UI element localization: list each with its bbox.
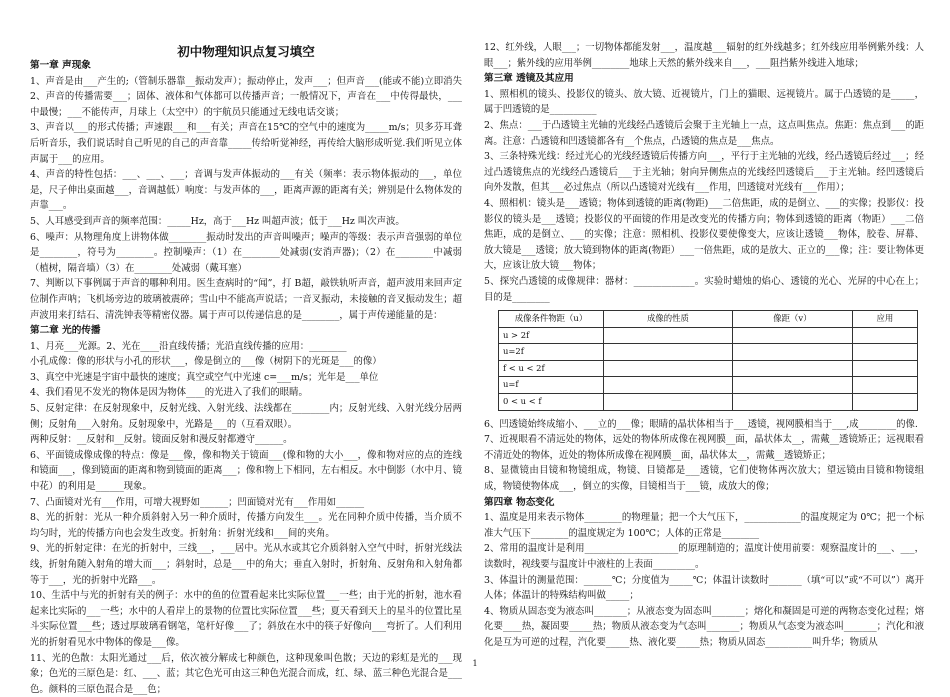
question-paragraph: 6、平面镜成像成像的特点：像是___像，像和物关于镜面___(像和物的大小___，像和物对应的点的连线和镜面___，像到镜面的距离和物到镜面的距离___；像和物上下相同，左右相反。水中倒影（水中月、镜中花）的利用是______现象。 <box>30 449 462 493</box>
question-paragraph: 11、光的色散：太阳光通过___后，依次被分解成七种颜色，这种现象叫色散；天边的彩虹是光的___现象；色光的三原色是：红、___、蓝；其它色光可由这三种色光混合而成，红、绿、蓝三种色光混合是___色。颜料的三原色混合是___色； <box>30 652 462 695</box>
left-column-content <box>30 58 462 697</box>
imaging-table-cell <box>604 377 733 394</box>
question-paragraph: 9、光的折射定律：在光的折射中，三线___，___居中。光从水或其它介质斜射入空气中时，折射光线法线，折射角随入射角的增大而___；斜射时，总是___中的角大；垂直入射时，折射角、反射角和入射角都等于___，光的折射中光路___。 <box>30 543 462 586</box>
question-paragraph: 6、噪声：从物理角度上讲物体做________振动时发出的声音叫噪声；噪声的等级：表示声音强弱的单位是________，符号为________。控制噪声：（1）在________处减弱(安消声器)；（2）在________中减弱（植树，隔音墙）（3）在________处减弱（戴耳塞） <box>30 231 462 274</box>
imaging-table-row <box>499 327 918 344</box>
question-paragraph: 3、体温计的测量范围：______℃；分度值为_____℃；体温计读数时_______（填“可以”或“不可以”）离开人体；体温计的特殊结构叫做_____； <box>484 574 924 602</box>
imaging-table-cell: u=f <box>499 377 604 394</box>
imaging-table-cell <box>732 327 852 344</box>
imaging-table-cell <box>852 377 917 394</box>
imaging-table-row <box>499 377 918 394</box>
question-paragraph: 12、红外线，人眼___；一切物体都能发射___，温度越___辐射的红外线越多；红外线应用举例紫外线：人眼___；紫外线的应用举例________地球上天然的紫外线来自___，___阻挡紫外线进入地球； <box>484 42 924 69</box>
question-paragraph: 5、探究凸透镜的成像规律：器材：_____________。实验时蜡烛的焰心、透镜的光心、光屏的中心在上；目的是________ <box>484 275 924 303</box>
imaging-table-cell <box>852 360 917 377</box>
imaging-table-row <box>499 344 918 361</box>
right-column <box>484 40 924 664</box>
imaging-table-header-row <box>499 311 918 328</box>
question-paragraph: 1、声音是由___产生的;（管制乐器靠__振动发声）；振动停止，发声___；但声音___(能或不能)立即消失 2、声音的传播需要___；固体、液体和气体都可以传播声音；一般情况下，声音在___中传得最快，___中最慢；___不能传声，月球上（太空中）的宇航员只能通过无线电话交谈； <box>30 75 462 118</box>
imaging-table-row <box>499 394 918 411</box>
question-paragraph: 7、近视眼看不清远处的物体，远处的物体所成像在视网膜__面，晶状体太__，需戴__透镜矫正；远视眼看不清近处的物体，近处的物体所成像在视网膜__面，晶状体太__，需戴__透镜矫正； <box>484 434 924 461</box>
chapter-heading: 第一章 声现象 <box>30 60 91 71</box>
question-paragraph: 2、焦点：___于凸透镜主光轴的光线经凸透镜后会聚于主光轴上一点，这点叫焦点。焦距：焦点到___的距离。注意：凸透镜和凹透镜都各有__个焦点，凸透镜的焦点是___焦点。 <box>484 119 924 147</box>
imaging-table <box>498 310 918 411</box>
question-paragraph: 5、反射定律：在反射现象中，反射光线、入射光线、法线都在________内；反射光线、入射光线分居两侧；反射角___入射角。反射现象中，光路是___的（互看双眼）。 <box>30 403 462 430</box>
question-paragraph: 8、光的折射：光从一种介质斜射入另一种介质时，传播方向发生___。光在同种介质中传播，当介质不均匀时，光的传播方向也会发生改变。折射角：折射光线和___间的夹角。 <box>30 512 462 539</box>
imaging-table-cell <box>732 360 852 377</box>
question-paragraph: 3、真空中光速是宇宙中最快的速度；真空或空气中光速 c=___m/s；光年是___单位 <box>30 371 379 383</box>
question-paragraph: 4、声音的特性包括：___、___、___；音调与发声体振动的___有关（频率：表示物体振动的___，单位是，尺子伸出桌面越___，音调越低）响度：与发声体的___，距离声源的距离有关；辨别是什么物体发的声靠___。 <box>30 169 462 212</box>
question-paragraph: 7、判断以下事例属于声音的哪种利用。医生查病时的“闻”，打 B超，敲铁轨听声音，超声波用来回声定位制作声呐；飞机场旁边的玻璃被震碎；雪山中不能高声说话；一音叉振动，未接触的音叉振动发生；超声波用来打结石、清洗钟表等精密仪器。属于声可以传递信息的是________，属于声传递能量的是： <box>30 278 462 321</box>
imaging-table-header: 应用 <box>852 311 917 328</box>
imaging-table-cell <box>852 327 917 344</box>
page-number: 1 <box>472 659 478 668</box>
imaging-table-cell <box>852 344 917 361</box>
imaging-table-cell: f < u < 2f <box>499 360 604 377</box>
question-paragraph: 1、月亮___光源。2、光在____沿直线传播；光沿直线传播的应用：________ <box>30 340 347 352</box>
imaging-table-cell: u=2f <box>499 344 604 361</box>
question-paragraph: 8、显微镜由目镜和物镜组成，物镜、目镜都是___透镜，它们使物体两次放大；望远镜由目镜和物镜组成，物镜使物体成___，倒立的实像，目镜相当于___镜，成放大的像； <box>484 465 924 493</box>
imaging-table-cell <box>604 327 733 344</box>
imaging-table-header: 成像条件物距（u） <box>499 311 604 328</box>
imaging-table-row <box>499 360 918 377</box>
imaging-table-header: 像距（v） <box>732 311 852 328</box>
imaging-table-header: 成像的性质 <box>604 311 733 328</box>
right-column-top-content <box>484 40 924 305</box>
question-paragraph: 6、凹透镜始终成缩小、___立的___像；眼睛的晶状体相当于___透镜，视网膜相当于___,成________的像. <box>484 418 918 430</box>
question-paragraph: 10、生活中与光的折射有关的例子：水中的鱼的位置看起来比实际位置___一些；由于光的折射，池水看起来比实际的___一些；水中的人看岸上的景物的位置比实际位置___些；夏天看到天上的星斗的位置比星斗实际位置___些；透过厚玻璃看钢笔，笔杆好像___了；斜放在水中的筷子好像向___弯折了。人们利用光的折射看见水中物体的像是___像。 <box>30 590 462 648</box>
page-title: 初中物理知识点复习填空 <box>177 44 315 59</box>
imaging-table-cell <box>732 394 852 411</box>
question-paragraph: 3、声音以___的形式传播；声速跟___和___有关；声音在15℃的空气中的速度为_____m/s；贝多芬耳聋后听音乐，我们说话时自己听见的自己的声音靠_____传给听觉神经，再传给大脑形成听觉.我们听见立体声属于___的应用。 <box>30 122 462 165</box>
imaging-table-cell <box>732 377 852 394</box>
question-paragraph: 小孔成像：像的形状与小孔的形状___，像是倒立的___像（树阴下的光斑是___的像） <box>30 356 382 368</box>
chapter-heading: 第四章 物态变化 <box>484 496 555 508</box>
right-column-bottom-content <box>484 417 924 651</box>
imaging-table-cell: u > 2f <box>499 327 604 344</box>
question-paragraph: 1、照相机的镜头、投影仪的镜头、放大镜、近视镜片，门上的猫眼、远视镜片。属于凸透镜的是_____，属于凹透镜的是__________ <box>484 88 924 116</box>
chapter-heading: 第三章 透镜及其应用 <box>484 73 574 85</box>
imaging-table-cell <box>732 344 852 361</box>
left-column <box>30 58 462 695</box>
imaging-table-wrapper <box>498 310 924 411</box>
imaging-table-cell <box>604 394 733 411</box>
imaging-table-cell <box>852 394 917 411</box>
question-paragraph: 2、常用的温度计是利用____________________的原理制造的；温度计使用前要：观察温度计的___、___，读数时，视线要与温度计中液柱的上表面_________。 <box>484 543 924 570</box>
question-paragraph: 1、温度是用来表示物体________的物理量；把一个大气压下，____________的温度规定为 0℃；把一个标准大气压下________的温度规定为 100℃；人体的正常是________ <box>484 512 924 539</box>
question-paragraph: 7、凸面镜对光有___作用，可增大视野如______；凹面镜对光有___作用如______ <box>30 496 365 508</box>
question-paragraph: 3、三条特殊光线：经过光心的光线经透镜后传播方向___，平行于主光轴的光线，经凸透镜后经过___；经过凸透镜焦点的光线经凸透镜后___于主光轴；射向异侧焦点的光线经凹透镜后___于主光轴。经凹透镜后向外发散，但其___必过焦点（所以凸透镜对光线有___作用，凹透镜对光线有___作用）； <box>484 151 924 194</box>
question-paragraph: 4、照相机：镜头是___透镜；物体到透镜的距离(物距)___二倍焦距，成的是倒立、___的实像；投影仪：投影仪的镜头是___透镜；投影仪的平面镜的作用是改变光的传播方向；物体到透镜的距离（物距）___二倍焦距，成的是倒立、___的实像；注意：照相机、投影仪要使像变大，应该让透镜___物体，胶卷、屏幕、放大镜是___透镜；放大镜到物体的距离(物距）___一倍焦距，成的是放大、正立的___像；注：要让物体更大，应该让放大镜___物体； <box>484 197 924 272</box>
imaging-table-cell <box>604 360 733 377</box>
chapter-heading: 第二章 光的传播 <box>30 325 101 337</box>
imaging-table-cell: 0 < u < f <box>499 394 604 411</box>
question-paragraph: 4、物质从固态变为液态叫_______；从液态变为固态叫_______；熔化和凝固是可逆的两物态变化过程；熔化要____热，凝固要_____热；物质从液态变为气态叫_______；物质从气态变为液态叫_______；汽化和液化是互为可逆的过程，汽化要_____热、液化要_____热；物质从固态__________叫升华；物质从 <box>484 605 924 648</box>
question-paragraph: 4、我们看见不发光的物体是因为物体____的光进入了我们的眼睛。 <box>30 387 308 399</box>
question-paragraph: 两种反射：__反射和__反射。镜面反射和漫反射都遵守______。 <box>30 434 293 446</box>
imaging-table-cell <box>604 344 733 361</box>
question-paragraph: 5、人耳感受到声音的频率范围：_____Hz，高于___Hz 叫超声波；低于___Hz 叫次声波。 <box>30 215 405 227</box>
